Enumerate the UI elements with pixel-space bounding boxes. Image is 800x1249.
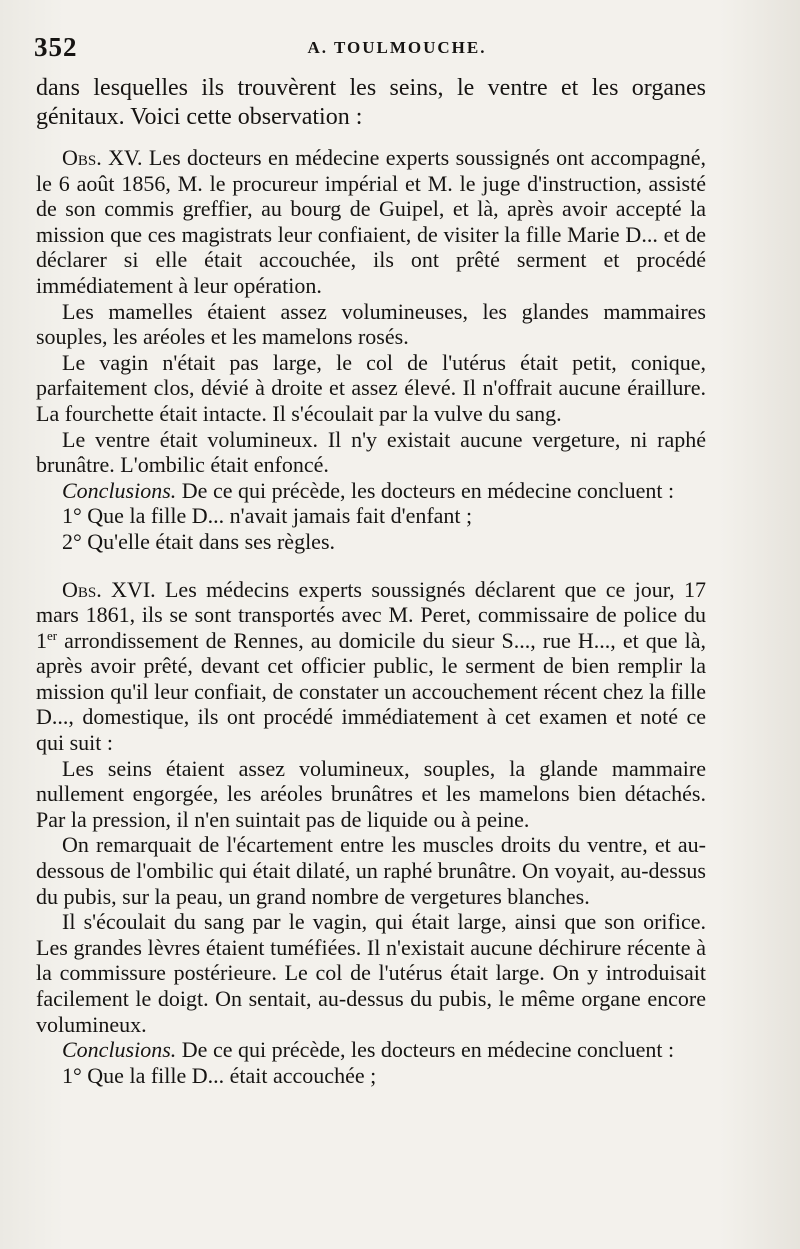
obs15-label: Obs. XV.: [62, 145, 143, 170]
obs16-text-a: Les médecins experts soussignés déclarent que ce jour, 17 mars 1861, ils se sont transportés avec M. Peret, commissaire de police du 1: [36, 576, 706, 653]
obs15-abdomen-paragraph: Le ventre était volumineux. Il n'y existait aucune vergeture, ni raphé brunâtre. L'ombilic était enfoncé.: [36, 426, 706, 478]
intro-paragraph: dans lesquelles ils trouvèrent les seins, le ventre et les organes génitaux. Voici cette observation :: [36, 75, 706, 130]
obs15-conclusions: [36, 478, 706, 504]
obs16-conclusion-item-1: 1° Que la fille D... était accouchée ;: [62, 1062, 377, 1088]
obs15-text: Les docteurs en médecine experts soussignés ont accompagné, le 6 août 1856, M. le procureur impérial et M. le juge d'instruction, assisté de son commis greffier, au bourg de Guipel, et là, après avoir accepté la mission que ces magistrats leur confiaient, de visiter la fille Marie D... et de déclarer si elle était accouchée, ils ont prêté serment et procédé immédiatement à leur opération.: [36, 145, 707, 298]
page-number: 352: [34, 32, 78, 62]
obs16-conclusions: [36, 1037, 706, 1063]
obs15-conclusions-label: Conclusions.: [62, 477, 177, 503]
body-text: [36, 74, 706, 1088]
obs16-label: Obs. XVI.: [62, 576, 156, 602]
obs15-conclusions-text: De ce qui précède, les docteurs en médecine concluent :: [181, 477, 675, 503]
obs15-paragraph: [36, 145, 706, 299]
page-header: [34, 32, 760, 64]
running-head: A. TOULMOUCHE.: [307, 38, 487, 57]
obs16-abdomen-paragraph: On remarquait de l'écartement entre les muscles droits du ventre, et au-dessous de l'ombilic qui était dilaté, un raphé brunâtre. On voyait, au-dessus du pubis, sur la peau, un grand nombre de vergetures blanches.: [36, 832, 706, 909]
obs16-ordinal-suffix: er: [47, 627, 58, 643]
obs15-breasts-paragraph: Les mamelles étaient assez volumineuses, les glandes mammaires souples, les aréoles et les mamelons rosés.: [36, 298, 706, 350]
obs15-vagina-paragraph: Le vagin n'était pas large, le col de l'utérus était petit, conique, parfaitement clos, dévié à droite et assez élevé. Il n'offrait aucune éraillure. La fourchette était intacte. Il s'écoulait par la vulve du sang.: [36, 349, 706, 426]
obs16-conclusions-label: Conclusions.: [62, 1037, 177, 1063]
obs15-conclusion-item-1: 1° Que la fille D... n'avait jamais fait d'enfant ;: [62, 503, 473, 529]
obs16-conclusions-text: De ce qui précède, les docteurs en médecine concluent :: [181, 1037, 675, 1063]
obs15-conclusion-item-2: 2° Qu'elle était dans ses règles.: [62, 528, 336, 554]
obs16-text-b: arrondissement de Rennes, au domicile du sieur S..., rue H..., et que là, après avoir prêté, devant cet officier public, le serment de bien remplir la mission qu'il leur confiait, de constater un accouchement récent chez la fille D..., domestique, ils ont procédé immédiatement à cet examen et noté ce qui suit :: [36, 627, 706, 756]
obs16-vagina-paragraph: Il s'écoulait du sang par le vagin, qui était large, ainsi que son orifice. Les grandes lèvres étaient tuméfiées. Il n'existait aucune déchirure récente à la commissure postérieure. Le col de l'utérus était large. On y introduisait facilement le doigt. On sentait, au-dessus du pubis, le même organe encore volumineux.: [36, 909, 706, 1037]
obs16-breasts-paragraph: Les seins étaient assez volumineux, souples, la glande mammaire nullement engorgée, les aréoles brunâtres et les mamelons bien détachés. Par la pression, il n'en suintait pas de liquide ou à peine.: [36, 755, 706, 832]
obs16-paragraph: [36, 577, 706, 756]
